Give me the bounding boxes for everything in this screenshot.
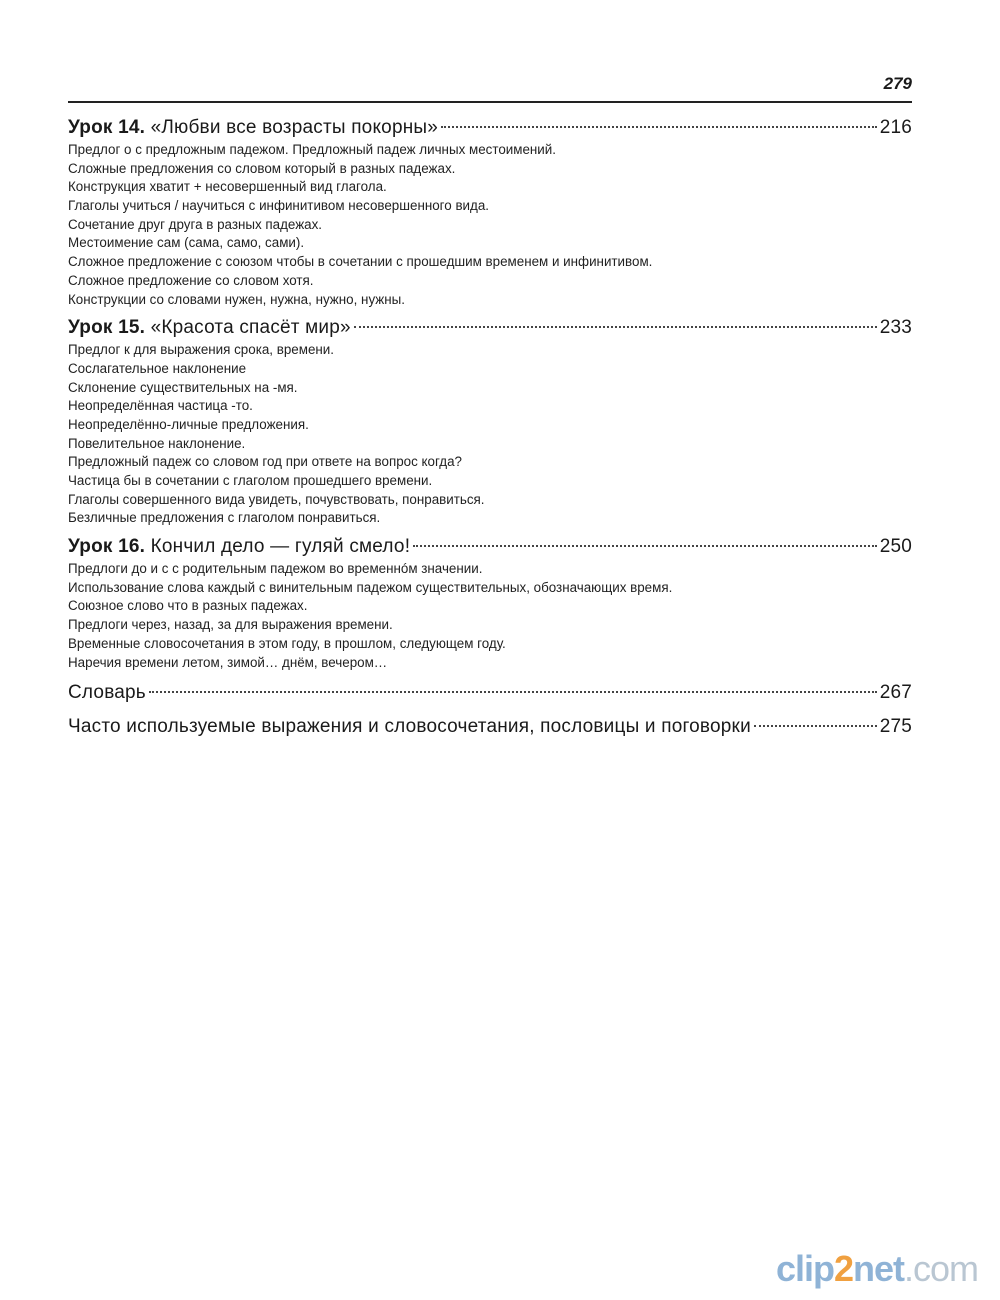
topic: Конструкция хватит + несовершенный вид глагола. xyxy=(68,179,387,195)
topic: Неопределённая частица -то. xyxy=(68,398,253,414)
lesson-title: Кончил дело — гуляй смело! xyxy=(150,536,411,558)
header-rule xyxy=(68,101,912,103)
page-ref: 216 xyxy=(879,117,912,138)
topic: Глаголы совершенного вида увидеть, почувствовать, понравиться. xyxy=(68,491,485,507)
topic: Конструкции со словами нужен, нужна, нужно, нужны. xyxy=(68,291,405,307)
topic: Использование слова каждый с винительным падежом существительных, обозначающих время. xyxy=(68,579,673,595)
watermark-text: net xyxy=(852,1248,904,1289)
topic: Сложное предложение с союзом чтобы в сочетании с прошедшим временем и инфинитивом. xyxy=(68,254,653,270)
topic: Предлоги через, назад, за для выражения времени. xyxy=(68,617,393,633)
dot-leader xyxy=(441,126,877,128)
topic: Местоимение сам (сама, само, сами). xyxy=(68,235,305,251)
watermark-text: .com xyxy=(903,1248,978,1289)
page-ref: 275 xyxy=(879,716,912,738)
page-number: 279 xyxy=(883,74,912,93)
lesson-label: Урок 15. xyxy=(68,317,146,339)
topic: Неопределённо-личные предложения. xyxy=(68,416,309,432)
topic: Частица бы в сочетании с глаголом прошедшего времени. xyxy=(68,473,433,488)
lesson-title: «Любви все возрасты покорны» xyxy=(150,117,439,138)
toc-entry-lesson-16[interactable] xyxy=(68,534,912,560)
toc-entry-dictionary[interactable] xyxy=(68,678,912,708)
entry-title: Часто используемые выражения и словосочетания, пословицы и поговорки xyxy=(68,716,751,738)
toc-entry-lesson-14[interactable] xyxy=(68,115,912,141)
topic: Предложный падеж со словом год при ответе на вопрос когда? xyxy=(68,454,462,470)
topic: Сочетание друг друга в разных падежах. xyxy=(68,216,323,232)
entry-title: Словарь xyxy=(68,682,146,704)
toc-entry-lesson-15[interactable] xyxy=(68,315,912,341)
topic: Временные словосочетания в этом году, в прошлом, следующем году. xyxy=(68,635,506,651)
topic: Сложные предложения со словом который в разных падежах. xyxy=(68,160,456,176)
toc-entry-expressions[interactable] xyxy=(68,712,912,742)
topic: Предлог о с предложным падежом. Предложный падеж личных местоимений. xyxy=(68,142,556,157)
watermark-text: 2 xyxy=(833,1248,853,1289)
lesson-label: Урок 16. xyxy=(68,536,146,558)
topic: Союзное слово что в разных падежах. xyxy=(68,598,308,614)
topic: Предлоги до и с с родительным падежом во временнóм значении. xyxy=(68,561,483,577)
page-ref: 267 xyxy=(879,682,912,704)
dot-leader xyxy=(354,326,877,328)
table-of-contents xyxy=(68,115,912,742)
lesson-14-topics xyxy=(68,141,912,309)
lesson-label: Урок 14. xyxy=(68,117,146,138)
topic: Сослагательное наклонение xyxy=(68,360,247,376)
lesson-title: «Красота спасёт мир» xyxy=(150,317,351,339)
topic: Предлог к для выражения срока, времени. xyxy=(68,342,335,358)
topic: Наречия времени летом, зимой… днём, вечером… xyxy=(68,654,388,670)
dot-leader xyxy=(754,725,877,727)
clip2net-watermark xyxy=(776,1248,978,1290)
lesson-16-topics xyxy=(68,560,912,672)
dot-leader xyxy=(149,691,877,693)
dot-leader xyxy=(413,545,877,547)
watermark-text: clip xyxy=(775,1248,834,1289)
topic: Глаголы учиться / научиться с инфинитивом несовершенного вида. xyxy=(68,198,490,214)
lesson-15-topics xyxy=(68,341,912,528)
topic: Безличные предложения с глаголом понравиться. xyxy=(68,510,381,526)
topic: Сложное предложение со словом хотя. xyxy=(68,272,314,288)
topic: Повелительное наклонение. xyxy=(68,435,246,451)
topic: Склонение существительных на -мя. xyxy=(68,379,298,395)
page-ref: 233 xyxy=(879,317,912,339)
page-ref: 250 xyxy=(879,536,912,558)
